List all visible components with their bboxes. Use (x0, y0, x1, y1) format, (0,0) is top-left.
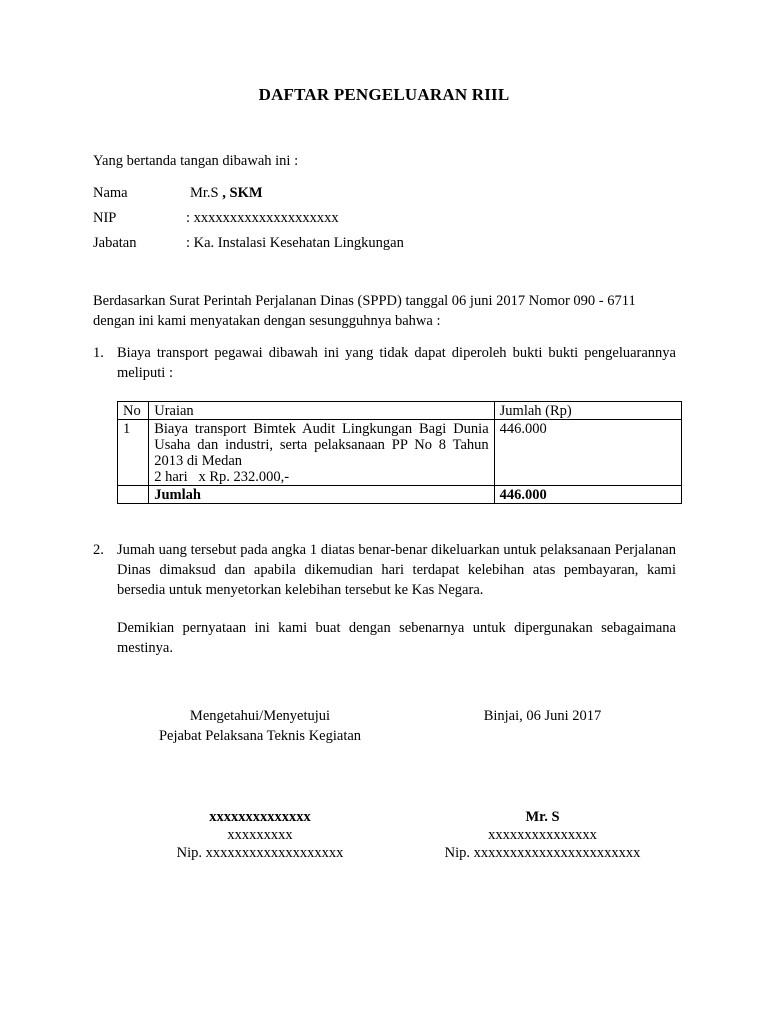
header-amount: Jumlah (Rp) (494, 402, 681, 420)
signature-left-heading (120, 706, 400, 746)
name-value-plain: Mr.S (190, 185, 223, 201)
total-label: Jumlah (149, 486, 494, 504)
row-description-extra: 2 hari x Rp. 232.000,- (154, 469, 290, 485)
signature-left-position: xxxxxxxxx (227, 827, 293, 843)
signature-left-line-1: Mengetahui/Menyetujui (189, 708, 331, 724)
signature-right-block (400, 808, 685, 862)
header-no: No (118, 402, 149, 420)
nip-value: : xxxxxxxxxxxxxxxxxxxx (186, 210, 339, 226)
jabatan-value: : Ka. Instalasi Kesehatan Lingkungan (186, 235, 404, 251)
row-no: 1 (118, 420, 149, 486)
list-item-1-number: 1. (93, 345, 104, 361)
total-no-cell (118, 486, 149, 504)
table-total-row (118, 486, 682, 504)
signature-left-line-2: Pejabat Pelaksana Teknis Kegiatan (158, 728, 362, 744)
list-item-1 (93, 343, 676, 383)
closing-paragraph: Demikian pernyataan ini kami buat dengan sebenarnya untuk dipergunakan sebagaimana mestinya. (117, 620, 676, 656)
basis-line-1: Berdasarkan Surat Perintah Perjalanan Dinas (SPPD) tanggal 06 juni 2017 Nomor 090 - 6711 (93, 293, 636, 309)
basis-line-2: dengan ini kami menyatakan dengan sesungguhnya bahwa : (93, 313, 441, 329)
name-label: Nama (93, 185, 128, 201)
row-description-cell (149, 420, 494, 486)
list-item-1-text: Biaya transport pegawai dibawah ini yang tidak dapat diperoleh bukti bukti pengeluarannya meliputi : (117, 345, 676, 381)
signature-left-name: xxxxxxxxxxxxxx (209, 809, 311, 825)
header-description: Uraian (149, 402, 494, 420)
table-row (118, 420, 682, 486)
signature-left-nip: Nip. xxxxxxxxxxxxxxxxxxx (176, 845, 344, 861)
jabatan-label: Jabatan (93, 235, 137, 251)
list-item-2-text: Jumah uang tersebut pada angka 1 diatas benar-benar dikeluarkan untuk pelaksanaan Perjalanan Dinas dimaksud dan apabila dikemudian hari terdapat kelebihan atas pembayaran, kami bersedia untuk menyetorkan kelebihan tersebut ke Kas Negara. (117, 542, 676, 598)
row-description: Biaya transport Bimtek Audit Lingkungan Bagi Dunia Usaha dan industri, serta pelaksanaan PP No 8 Tahun 2013 di Medan (154, 421, 489, 469)
list-item-2-number: 2. (93, 542, 104, 558)
signature-right-place-date: Binjai, 06 Juni 2017 (483, 708, 602, 724)
signature-right-heading (400, 706, 685, 726)
document-title: DAFTAR PENGELUARAN RIIL (258, 85, 510, 104)
intro-text: Yang bertanda tangan dibawah ini : (93, 153, 299, 169)
nip-label: NIP (93, 210, 117, 226)
name-value (190, 183, 263, 203)
signature-right-position: xxxxxxxxxxxxxxx (488, 827, 597, 843)
table-header-row (118, 402, 682, 420)
list-item-2 (93, 540, 676, 600)
expense-table (117, 401, 682, 504)
signature-right-nip: Nip. xxxxxxxxxxxxxxxxxxxxxxx (444, 845, 641, 861)
row-amount: 446.000 (494, 420, 681, 486)
total-amount: 446.000 (494, 486, 681, 504)
signature-left-block (120, 808, 400, 862)
name-value-bold: , SKM (222, 185, 263, 201)
signature-right-name: Mr. S (525, 809, 560, 825)
